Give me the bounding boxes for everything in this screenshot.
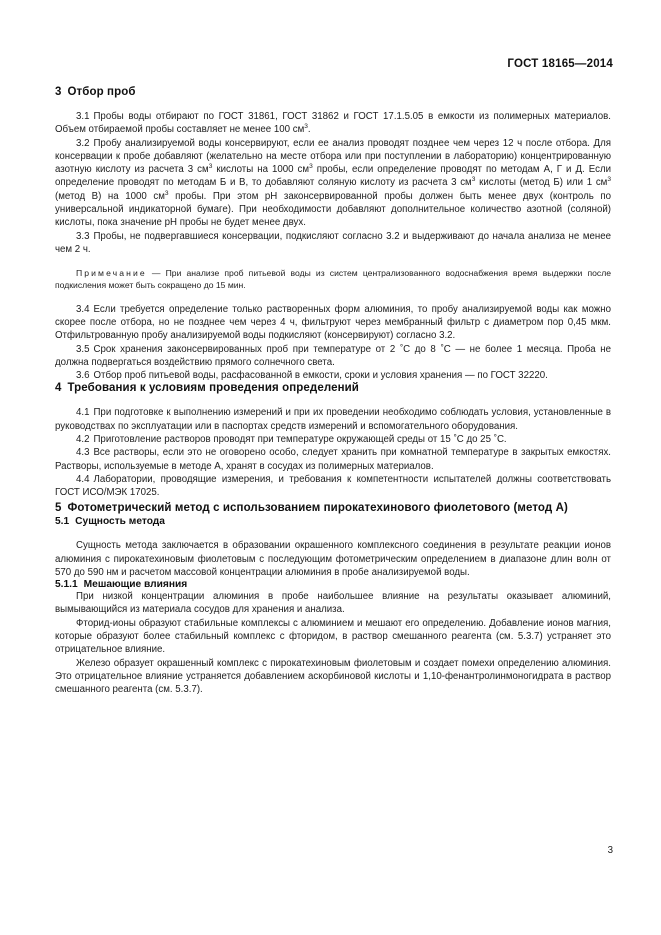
paragraph-5-1 [55,539,611,579]
clause-text-4-2-c: С. [496,434,507,446]
section-5-title: Фотометрический метод с использованием пирокатехинового фиолетового (метод А) [67,501,568,514]
section-4-number: 4 [55,382,62,395]
subsection-heading-5-1 [55,516,611,527]
note-block [55,267,611,291]
paragraph-4-3 [55,446,611,473]
clause-text-4-2-a: Приготовление растворов проводят при температуре окружающей среды от 15 [93,434,454,446]
section-5-number: 5 [55,501,62,514]
clause-number-3-5: 3.5 [76,343,90,355]
clause-text-3-2-e: (метод В) на 1000 см [55,190,165,202]
superscript-cubic: 3 [164,189,169,197]
section-3-title: Отбор проб [67,86,136,98]
degree-symbol: ° [440,342,444,352]
clause-text-3-2-f: пробы. При этом рН законсервированной пробы должен быть менее двух (контроль по универсальной индикаторной бумаге). При необходимости добавляют дополнительное количество азотной (соляной) кислоты, пока значение рН пробы не будет менее двух. [55,190,611,229]
clause-number-3-2: 3.2 [76,137,90,149]
clause-text-3-2-a: Пробу анализируемой воды консервируют, если ее анализ проводят позднее чем через 12 ч после отбора. Для консервации к пробе добавляют (желательно на месте отбора или при поступлении в лабораторию) концентрированную азотную кислоту из расчета 3 см [55,137,611,176]
subsection-5-1-number: 5.1 [55,516,70,528]
section-heading-3 [55,86,611,98]
paragraph-5-1-1-b [55,617,611,657]
superscript-cubic: 3 [471,176,476,184]
clause-text-3-3: Пробы, не подвергавшиеся консервации, подкисляют согласно 3.2 и выдерживают до начала анализа не менее чем 2 ч. [55,230,611,255]
paragraph-3-2 [55,137,611,230]
superscript-cubic: 3 [208,162,213,170]
degree-symbol: ° [493,433,497,443]
clause-number-4-3: 4.3 [76,447,90,459]
paragraph-4-2 [55,433,611,446]
paragraph-3-1 [55,110,611,137]
clause-number-3-1: 3.1 [76,111,90,122]
subsection-5-1-1-title: Мешающие влияния [83,579,188,591]
superscript-cubic: 3 [304,123,308,131]
page-header-standard-number: ГОСТ 18165—2014 [507,58,613,70]
clause-number-3-3: 3.3 [76,230,90,242]
subsection-5-1-1-number: 5.1.1 [55,579,78,591]
clause-number-4-4: 4.4 [76,473,90,485]
clause-number-3-6: 3.6 [76,370,90,382]
clause-text-3-6: Отбор проб питьевой воды, расфасованной в емкости, сроки и условия хранения — по ГОСТ 32220. [93,370,548,382]
degree-symbol: ° [399,342,404,352]
page-content [55,86,611,696]
subsection-heading-5-1-1 [55,579,611,590]
clause-text-5-1-1-a: При низкой концентрации алюминия в пробе наибольшее влияние на результаты оказывает алюминий, вымывающийся из материала сосудов для хранения и анализа. [55,591,611,616]
degree-symbol: ° [453,433,457,443]
clause-text-3-4: Если требуется определение только растворенных форм алюминия, то пробу анализируемой воды как можно скорее после отбора, но не позднее чем через 4 ч, фильтруют через мембранный фильтр с диаметром пор 0,45 мкм. Отфильтрованную пробу анализируемой воды подкисляют (консервируют) согласно 3.2. [55,303,611,342]
clause-text-3-5-c: С — не более 1 месяца. Проба не должна подвергаться воздействию прямого солнечного света. [55,343,611,368]
note-label: Примечание [76,268,147,279]
superscript-cubic: 3 [607,176,611,184]
clause-text-4-2-b: С до 25 [456,434,494,446]
clause-number-4-2: 4.2 [76,434,90,446]
clause-text-3-2-d: кислоты (метод Б) или 1 см [475,177,608,189]
paragraph-3-6 [55,369,611,382]
paragraph-5-1-1-c [55,657,611,697]
paragraph-4-4 [55,473,611,500]
paragraph-3-5 [55,343,611,370]
section-3-number: 3 [55,86,62,98]
clause-text-3-5-a: Срок хранения законсервированных проб при температуре от 2 [93,343,400,355]
clause-text-4-1: При подготовке к выполнению измерений и при их проведении необходимо соблюдать условия, установленные в руководствах по эксплуатации или в паспортах средств измерений и вспомогательного оборудования. [55,407,611,432]
clause-text-3-1-end: . [307,124,311,136]
superscript-cubic: 3 [309,162,313,170]
section-4-title: Требования к условиям проведения определений [67,382,359,395]
clause-text-3-2-c: пробы, если определение проводят по методам А, Г и Д. Если определение проводят по методам Б и В, то добавляют соляную кислоту из расчета 3 см [55,164,612,189]
subsection-5-1-title: Сущность метода [75,516,165,528]
clause-text-3-5-b: С до 8 [403,343,441,355]
clause-number-3-4: 3.4 [76,303,90,315]
paragraph-3-4 [55,303,611,343]
clause-text-3-1: Пробы воды отбирают по ГОСТ 31861, ГОСТ 31862 и ГОСТ 17.1.5.05 в емкости из полимерных материалов. Объем отбираемой пробы составляет не менее 100 см [55,111,611,136]
clause-number-4-1: 4.1 [76,407,90,419]
clause-text-4-3: Все растворы, если это не оговорено особо, следует хранить при комнатной температуре в закрытых емкостях. Растворы, используемые в методе А, хранят в сосудах из полимерных материалов. [55,447,611,472]
paragraph-5-1-1-a [55,590,611,617]
clause-text-5-1: Сущность метода заключается в образовании окрашенного комплексного соединения в результате реакции ионов алюминия с пирокатехиновым фиолетовым с последующим фотометрическим определением в диапазоне длин волн от 570 до 590 нм и расчетом массовой концентрации алюминия в пробе анализируемой воды. [55,540,611,578]
note-text: — При анализе проб питьевой воды из систем централизованного водоснабжения время выдержки после подкисления может быть сокращено до 15 мин. [55,268,611,291]
clause-text-5-1-1-c: Железо образует окрашенный комплекс с пирокатехиновым фиолетовым и создает помехи определению алюминия. Это отрицательное влияние устраняется добавлением аскорбиновой кислоты и 1,10-фенантролинмоногидрата в раствор смешанного реагента (см. 5.3.7). [55,657,611,696]
paragraph-4-1 [55,406,611,433]
clause-text-4-4: Лаборатории, проводящие измерения, и требования к компетентности испытателей должны соответствовать ГОСТ ИСО/МЭК 17025. [55,473,611,499]
section-heading-5 [55,500,611,517]
clause-text-3-2-b: кислоты на 1000 см [212,164,310,176]
paragraph-3-3 [55,230,611,257]
clause-text-5-1-1-b: Фторид-ионы образуют стабильные комплексы с алюминием и мешают его определению. Добавление ионов магния, которые образуют более стабильный комплекс с фторидом, в раствор смешанного реагента (см. 5.3.7) устраняет это отрицательное влияние. [55,617,611,656]
page-number: 3 [607,845,613,856]
section-heading-4 [55,382,611,394]
